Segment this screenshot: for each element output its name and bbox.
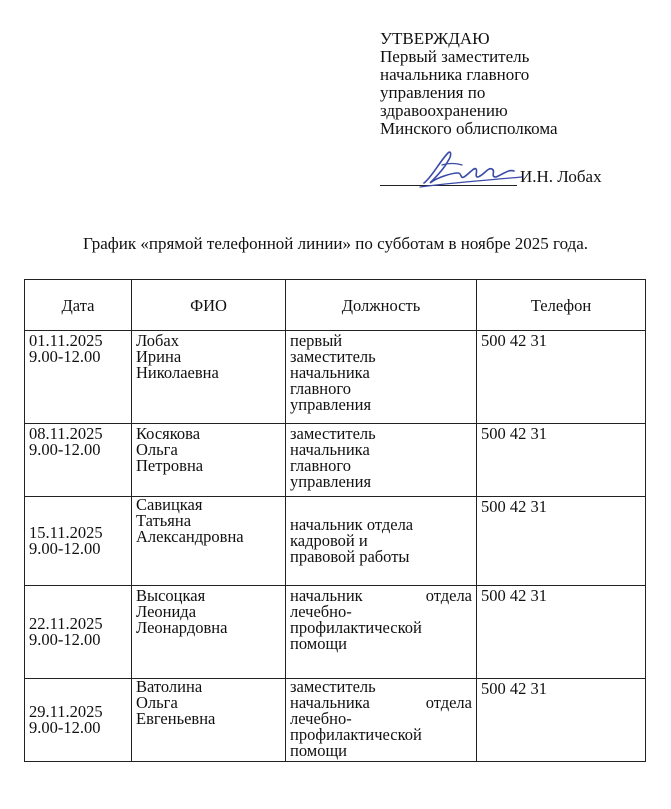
surname: Савицкая: [136, 496, 203, 514]
position-line: управления: [290, 472, 372, 491]
patronymic: Николаевна: [136, 363, 219, 382]
date-cell: [25, 497, 132, 586]
table-row: [25, 586, 646, 679]
table-row: [25, 424, 646, 497]
approval-heading: УТВЕРЖДАЮ: [380, 29, 490, 48]
position-line: профилактической: [290, 618, 422, 637]
phone-cell: 500 42 31: [477, 424, 646, 497]
time: 9.00-12.00: [29, 347, 101, 366]
first-name: Ольга: [136, 440, 178, 459]
position-cell: [286, 679, 477, 762]
surname: Высоцкая: [136, 586, 206, 605]
approval-line: Первый заместитель: [380, 47, 530, 66]
name-cell: [132, 586, 286, 679]
date-cell: [25, 679, 132, 762]
position-line: главного: [290, 379, 351, 398]
date: 01.11.2025: [29, 331, 103, 350]
position-cell: [286, 331, 477, 424]
name-cell: [132, 497, 286, 586]
patronymic: Александровна: [136, 527, 244, 546]
position-line: профилактической: [290, 725, 422, 744]
position-line: главного: [290, 456, 351, 475]
position-line: управления: [290, 395, 372, 414]
approval-line: здравоохранению: [380, 101, 508, 120]
position-cell: [286, 586, 477, 679]
table-row: [25, 679, 646, 762]
table-header-row: [25, 280, 646, 331]
patronymic: Леонардовна: [136, 618, 228, 637]
position-line: начальника отдела: [290, 693, 472, 712]
position-cell: [286, 424, 477, 497]
document-title: График «прямой телефонной линии» по субботам в ноябре 2025 года.: [82, 234, 589, 253]
time: 9.00-12.00: [29, 718, 101, 737]
date-cell: [25, 331, 132, 424]
table-row: [25, 497, 646, 586]
position-line: помощи: [290, 741, 347, 760]
position-line: правовой работы: [290, 547, 410, 566]
approval-block: [380, 30, 640, 138]
first-name: Татьяна: [136, 511, 192, 530]
first-name: Ольга: [136, 693, 178, 712]
position-line: начальник отдела: [290, 586, 472, 605]
phone-cell: 500 42 31: [477, 497, 646, 586]
patronymic: Петровна: [136, 456, 204, 475]
date-cell: [25, 586, 132, 679]
time: 9.00-12.00: [29, 440, 101, 459]
phone-cell: 500 42 31: [477, 586, 646, 679]
approval-line: Минского облисполкома: [380, 119, 558, 138]
handwritten-signature: [418, 147, 528, 191]
position-line: начальника: [290, 440, 370, 459]
table-row: [25, 331, 646, 424]
signatory-name: И.Н. Лобах: [520, 167, 602, 186]
position-line: первый: [290, 331, 343, 350]
position-line: кадровой и: [290, 531, 368, 550]
first-name: Ирина: [136, 347, 182, 366]
position-line: помощи: [290, 634, 347, 653]
position-line: начальника: [290, 363, 370, 382]
position-line: лечебно-: [290, 602, 352, 621]
phone-cell: 500 42 31: [477, 331, 646, 424]
date-cell: [25, 424, 132, 497]
signature-row: [380, 165, 660, 189]
first-name: Леонида: [136, 602, 197, 621]
schedule-table: [24, 279, 646, 762]
date: 29.11.2025: [29, 702, 103, 721]
surname: Лобах: [136, 331, 179, 350]
patronymic: Евгеньевна: [136, 709, 216, 728]
time: 9.00-12.00: [29, 539, 101, 558]
position-line: начальник отдела: [290, 515, 414, 534]
date: 22.11.2025: [29, 614, 103, 633]
name-cell: [132, 679, 286, 762]
position-line: заместитель: [290, 678, 376, 696]
position-cell: [286, 497, 477, 586]
header-phone: Телефон: [477, 280, 646, 331]
approval-line: управления по: [380, 83, 486, 102]
date: 08.11.2025: [29, 424, 103, 443]
surname: Ватолина: [136, 678, 203, 696]
header-position: Должность: [286, 280, 477, 331]
header-name: ФИО: [132, 280, 286, 331]
position-line: лечебно-: [290, 709, 352, 728]
position-line: заместитель: [290, 347, 376, 366]
date: 15.11.2025: [29, 523, 103, 542]
time: 9.00-12.00: [29, 630, 101, 649]
header-date: Дата: [25, 280, 132, 331]
approval-line: начальника главного: [380, 65, 530, 84]
position-line: заместитель: [290, 424, 376, 443]
name-cell: [132, 424, 286, 497]
phone-cell: 500 42 31: [477, 679, 646, 762]
surname: Косякова: [136, 424, 201, 443]
name-cell: [132, 331, 286, 424]
